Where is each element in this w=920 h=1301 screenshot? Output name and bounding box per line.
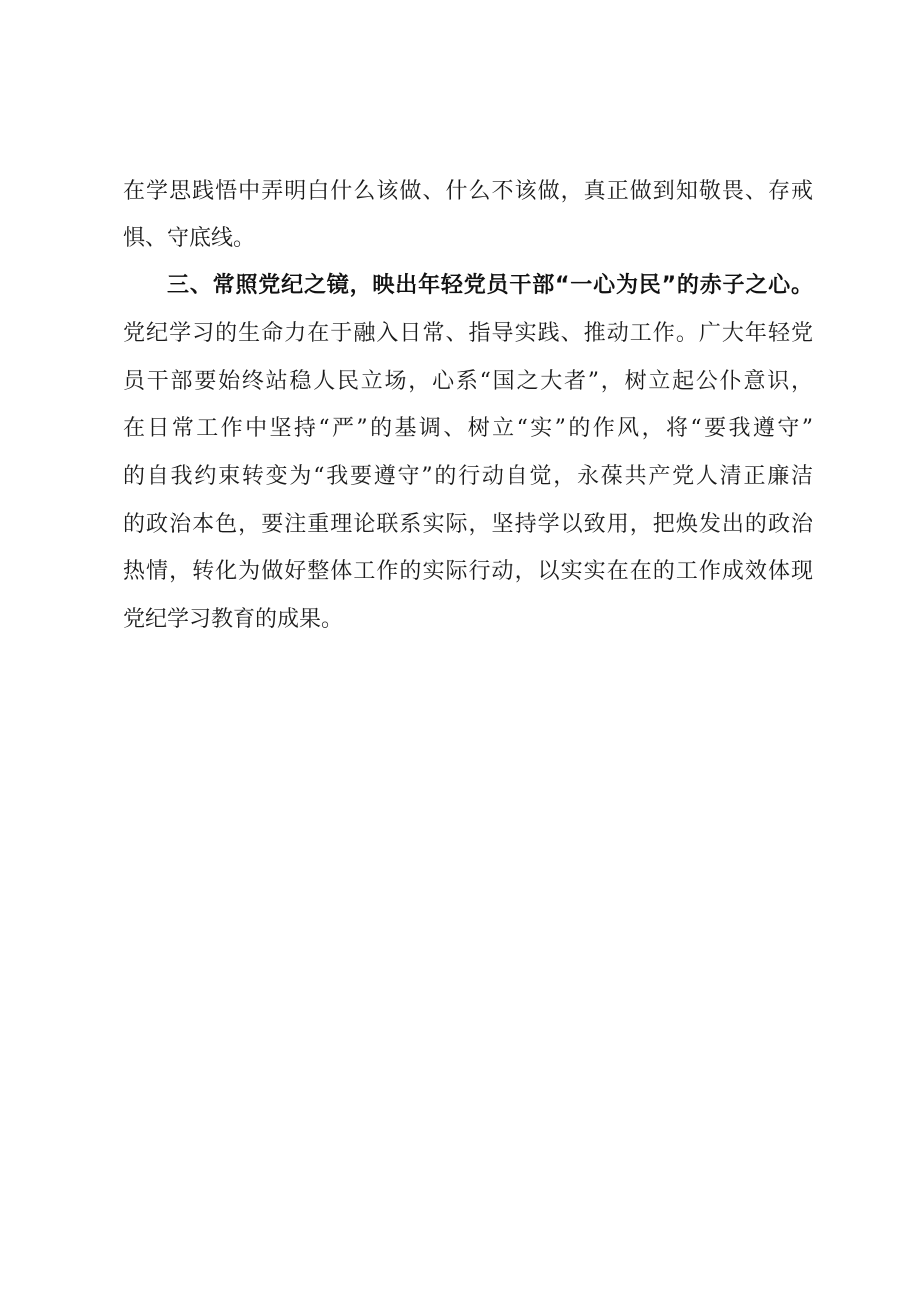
paragraph-line: 的自我约束转变为“我要遵守”的行动自觉，永葆共产党人清正廉洁 bbox=[123, 464, 813, 489]
paragraph-line: 党纪学习教育的成果。 bbox=[123, 607, 344, 632]
paragraph-line: 热情，转化为做好整体工作的实际行动，以实实在在的工作成效体现 bbox=[123, 559, 813, 584]
paragraph-line: 在学思践悟中弄明白什么该做、什么不该做，真正做到知敬畏、存戒 bbox=[123, 179, 813, 204]
paragraph-line: 的政治本色，要注重理论联系实际，坚持学以致用，把焕发出的政治 bbox=[123, 512, 813, 537]
paragraph-line: 惧、守底线。 bbox=[123, 226, 256, 251]
paragraph-line: 党纪学习的生命力在于融入日常、指导实践、推动工作。广大年轻党 bbox=[123, 321, 813, 346]
paragraph-line: 员干部要始终站稳人民立场，心系“国之大者”，树立起公仆意识， bbox=[123, 369, 813, 394]
paragraph-line: 在日常工作中坚持“严”的基调、树立“实”的作风，将“要我遵守” bbox=[123, 416, 813, 441]
section-heading: 三、常照党纪之镜，映出年轻党员干部“一心为民”的赤子之心。 bbox=[167, 273, 813, 298]
